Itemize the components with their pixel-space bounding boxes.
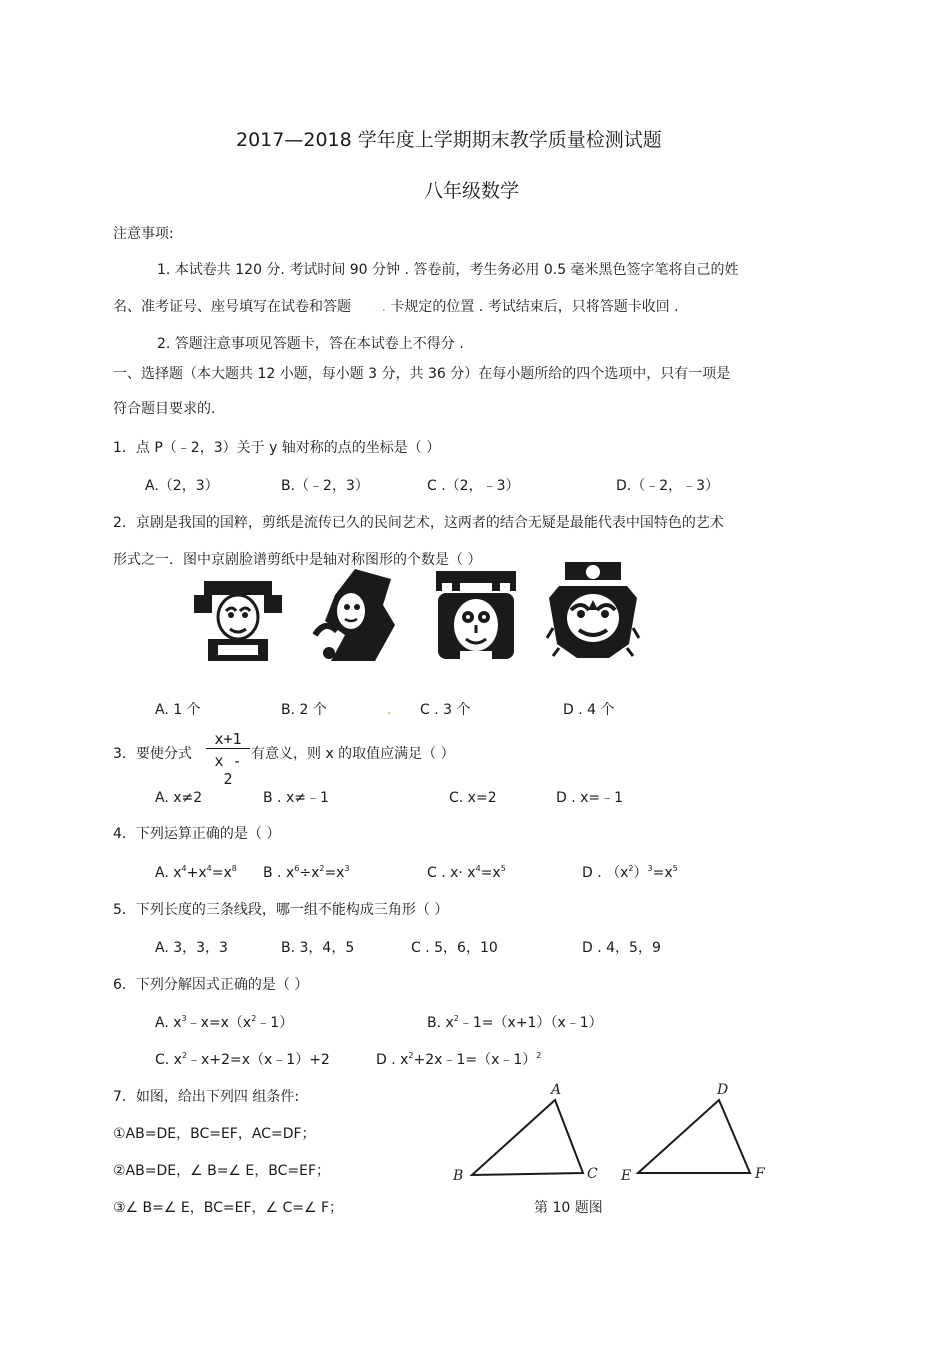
q6-option-c: C. $x^2﹣x+2=x(x﹣1)+2$: [155, 1051, 330, 1068]
q2-option-dot: .: [387, 702, 392, 718]
vertex-label-c: C: [587, 1166, 598, 1182]
question-3-stem-after: 有意义，则 x 的取值应满足（ ）: [251, 746, 455, 762]
q4-option-a: A. $x^4+x^4=x^8$: [155, 864, 237, 881]
q1-option-b: B.（﹣2，3）: [281, 478, 369, 494]
q1-option-d: D.（﹣2，﹣3）: [616, 478, 720, 494]
q3-option-a: A. x≠2: [155, 790, 203, 806]
q5-option-a: A. 3，3，3: [155, 940, 228, 956]
congruent-triangles-figure: [445, 1082, 775, 1192]
q3-option-b: B . x≠﹣1: [263, 790, 329, 806]
fraction-expression: [206, 730, 250, 788]
triangle-abc: [472, 1100, 583, 1175]
question-2-line-2: 形式之一．图中京剧脸谱剪纸中是轴对称图形的个数是（ ）: [113, 552, 482, 568]
opera-mask-image-4: [545, 558, 641, 662]
vertex-label-a: A: [551, 1082, 562, 1098]
q2-option-c: C . 3 个: [420, 702, 471, 718]
q6-option-b: B. $x^2﹣1=(x+1)(x﹣1)$: [427, 1014, 603, 1031]
section-1-heading-line-1: 一、选择题（本大题共 12 小题，每小题 3 分，共 36 分）在每小题所给的四个选项中，只有一项是: [113, 366, 731, 382]
notice-dot: .: [381, 299, 386, 315]
q7-condition-2: ②AB=DE，∠ B=∠ E，BC=EF；: [113, 1163, 331, 1179]
q1-option-c: C .（2，﹣3）: [427, 478, 520, 494]
question-6-stem: 6．下列分解因式正确的是（ ）: [113, 977, 309, 993]
q4-option-b: B . $x^6\div x^2=x^3$: [263, 864, 350, 881]
notice-heading: 注意事项:: [113, 226, 174, 242]
opera-mask-image-2: [305, 565, 400, 663]
q5-option-b: B. 3，4，5: [281, 940, 355, 956]
q2-option-b: B. 2 个: [281, 702, 327, 718]
q4-option-d: D . $(x^2)^3=x^5$: [582, 864, 678, 881]
question-3-stem-before: 3．要使分式: [113, 746, 192, 762]
question-1-stem: 1．点 P（﹣2，3）关于 y 轴对称的点的坐标是（ ）: [113, 440, 441, 456]
fraction-numerator: x+1: [206, 730, 250, 749]
q5-option-d: D . 4，5，9: [582, 940, 661, 956]
q2-option-a: A. 1 个: [155, 702, 201, 718]
vertex-label-e: E: [621, 1168, 632, 1184]
q1-option-a: A.（2，3）: [145, 478, 219, 494]
question-4-stem: 4．下列运算正确的是（ ）: [113, 826, 281, 842]
vertex-label-d: D: [717, 1082, 729, 1098]
question-7-stem: 7．如图，给出下列四 组条件:: [113, 1089, 300, 1105]
q7-condition-1: ①AB=DE，BC=EF，AC=DF；: [113, 1126, 316, 1142]
page-title: 2017—2018 学年度上学期期末教学质量检测试题: [236, 129, 662, 151]
q5-option-c: C . 5，6，10: [411, 940, 498, 956]
notice-item-1-line-1: 1. 本试卷共 120 分. 考试时间 90 分钟 . 答卷前，考生务必用 0.5 毫米黑色签字笔将自己的姓: [157, 262, 739, 278]
section-1-heading-line-2: 符合题目要求的.: [113, 401, 216, 417]
page-subtitle: 八年级数学: [424, 180, 520, 202]
q6-option-a: A. $x^3﹣x=x(x^2﹣1)$: [155, 1014, 294, 1031]
fraction-denominator: x - 2: [214, 752, 242, 788]
notice-item-1-line-2: [113, 300, 679, 314]
figure-caption: 第 10 题图: [534, 1200, 603, 1216]
opera-mask-image-1: [190, 575, 286, 663]
q4-option-c: C . $x\cdot x^4=x^5$: [427, 864, 506, 881]
question-2-line-1: 2．京剧是我国的国粹，剪纸是流传已久的民间艺术，这两者的结合无疑是最能代表中国特色的艺术: [113, 515, 724, 531]
vertex-label-f: F: [755, 1166, 765, 1182]
q7-condition-3: ③∠ B=∠ E，BC=EF，∠ C=∠ F；: [113, 1200, 344, 1216]
triangle-def: [638, 1100, 750, 1173]
notice-item-2: 2. 答题注意事项见答题卡，答在本试卷上不得分 .: [157, 336, 464, 352]
q3-option-d: D . x=﹣1: [556, 790, 624, 806]
q3-option-c: C. x=2: [449, 790, 497, 806]
notice-item-1-line-2b: 卡规定的位置 . 考试结束后，只将答题卡收回 .: [390, 299, 679, 315]
notice-item-1-line-2a: 名、准考证号、座号填写在试卷和答题: [113, 299, 351, 315]
opera-mask-image-3: [430, 565, 522, 663]
question-5-stem: 5．下列长度的三条线段，哪一组不能构成三角形（ ）: [113, 902, 449, 918]
vertex-label-b: B: [453, 1168, 464, 1184]
q2-option-d: D . 4 个: [563, 702, 615, 718]
q6-option-d: D . $x^2+2x﹣1=(x﹣1)^2$: [376, 1051, 542, 1068]
